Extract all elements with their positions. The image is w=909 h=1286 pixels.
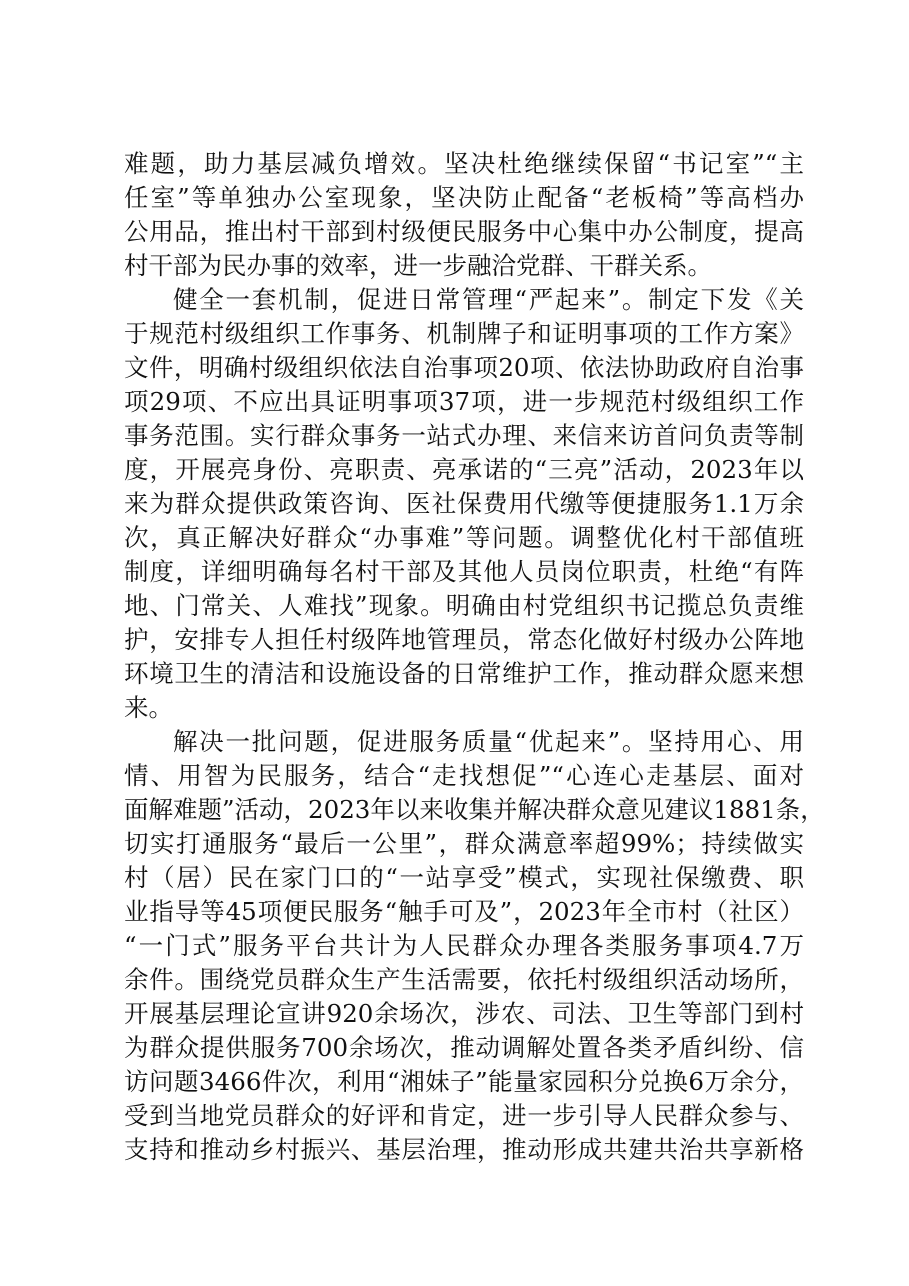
text-line: 公用品，推出村干部到村级便民服务中心集中办公制度，提高 (124, 217, 804, 246)
document-body (124, 147, 825, 1167)
text-line: 业指导等45项便民服务“触手可及”，2023年全市村（社区） (124, 897, 804, 926)
paragraph (124, 147, 804, 283)
text-line: “一门式”服务平台共计为人民群众办理各类服务事项4.7万 (124, 931, 804, 960)
text-line: 来。 (124, 693, 173, 722)
text-line: 面解难题”活动，2023年以来收集并解决群众意见建议1881条， (124, 795, 825, 824)
text-line: 地、门常关、人难找”现象。明确由村党组织书记揽总负责维 (124, 591, 804, 620)
text-line: 难题，助力基层减负增效。坚决杜绝继续保留“书记室”“主 (124, 149, 804, 178)
text-line: 制度，详细明确每名村干部及其他人员岗位职责，杜绝“有阵 (124, 557, 804, 586)
text-line: 任室”等单独办公室现象，坚决防止配备“老板椅”等高档办 (124, 183, 804, 212)
text-line: 护，安排专人担任村级阵地管理员，常态化做好村级办公阵地 (124, 625, 804, 654)
text-line: 事务范围。实行群众事务一站式办理、来信来访首问负责等制 (124, 421, 804, 450)
paragraph (124, 725, 825, 1167)
text-line: 为群众提供服务700余场次，推动调解处置各类矛盾纠纷、信 (124, 1033, 804, 1062)
text-line: 健全一套机制，促进日常管理“严起来”。制定下发《关 (173, 285, 804, 314)
text-line: 环境卫生的清洁和设施设备的日常维护工作，推动群众愿来想 (124, 659, 804, 688)
text-line: 情、用智为民服务，结合“走找想促”“心连心走基层、面对 (124, 761, 804, 790)
text-line: 度，开展亮身份、亮职责、亮承诺的“三亮”活动，2023年以 (124, 455, 804, 484)
text-line: 村（居）民在家门口的“一站享受”模式，实现社保缴费、职 (124, 863, 804, 892)
text-line: 于规范村级组织工作事务、机制牌子和证明事项的工作方案》 (124, 319, 804, 348)
text-line: 受到当地党员群众的好评和肯定，进一步引导人民群众参与、 (124, 1101, 804, 1130)
text-line: 来为群众提供政策咨询、医社保费用代缴等便捷服务1.1万余 (124, 489, 804, 518)
text-line: 项29项、不应出具证明事项37项，进一步规范村级组织工作 (124, 387, 804, 416)
text-line: 切实打通服务“最后一公里”，群众满意率超99%；持续做实 (124, 829, 804, 858)
text-line: 余件。围绕党员群众生产生活需要，依托村级组织活动场所， (124, 965, 804, 994)
paragraph (124, 283, 804, 725)
text-line: 文件，明确村级组织依法自治事项20项、依法协助政府自治事 (124, 353, 804, 382)
text-line: 访问题3466件次，利用“湘妹子”能量家园积分兑换6万余分， (124, 1067, 804, 1096)
text-line: 支持和推动乡村振兴、基层治理，推动形成共建共治共享新格 (124, 1135, 804, 1164)
text-line: 村干部为民办事的效率，进一步融洽党群、干群关系。 (124, 251, 712, 280)
text-line: 解决一批问题，促进服务质量“优起来”。坚持用心、用 (173, 727, 804, 756)
text-line: 开展基层理论宣讲920余场次，涉农、司法、卫生等部门到村 (124, 999, 804, 1028)
text-line: 次，真正解决好群众“办事难”等问题。调整优化村干部值班 (124, 523, 804, 552)
